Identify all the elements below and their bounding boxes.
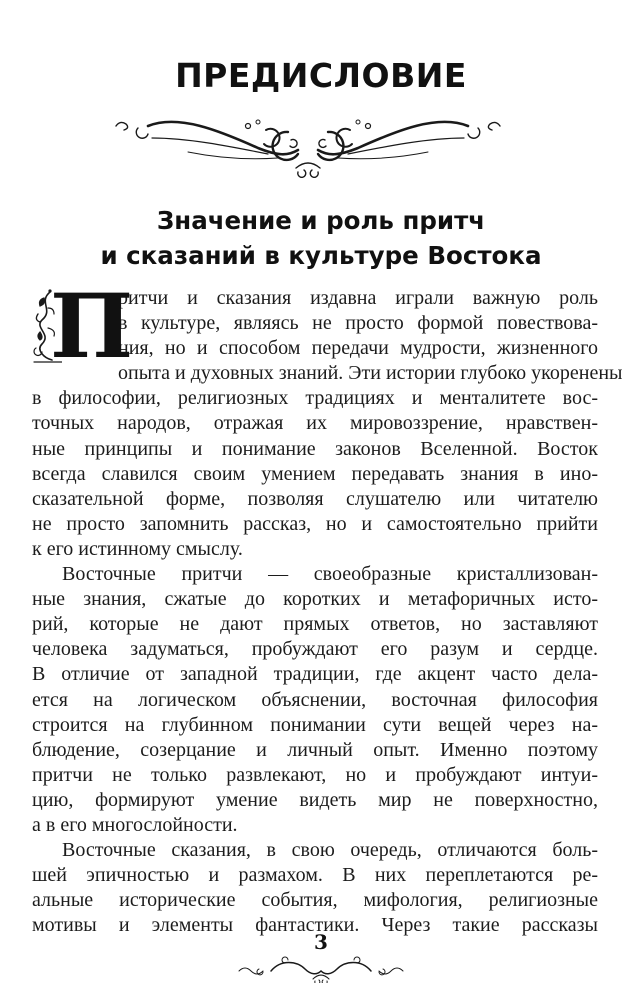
paragraph-2 — [32, 562, 598, 838]
paragraph-1 — [32, 274, 623, 562]
chapter-title: ПРЕДИСЛОВИЕ — [175, 56, 467, 95]
text-line: рий, которые не дают прямых ответов, но заставляют — [32, 613, 598, 636]
paragraph-3 — [32, 838, 598, 938]
page-number: 3 — [314, 930, 328, 954]
text-line: сказательной форме, позволяя слушателю или читателю — [32, 487, 598, 510]
text-line: всегда славился своим умением передавать знания в ино- — [32, 462, 598, 485]
text-line: альные исторические события, мифология, религиозные — [32, 889, 598, 912]
text-line: притчи не только развлекают, но и пробуждают интуи- — [32, 763, 598, 786]
text-line: не просто запомнить рассказ, но и самостоятельно прийти — [32, 512, 598, 535]
section-title-line-2: и сказаний в культуре Востока — [100, 241, 542, 270]
text-line: ритчи и сказания издавна играли важную роль — [118, 287, 598, 309]
text-line: ется на логическом объяснении, восточная философия — [32, 688, 598, 711]
text-line: ные знания, сжатые до коротких и метафоричных исто- — [32, 588, 598, 611]
text-line: В отличие от западной традиции, где акцент часто дела- — [32, 663, 598, 686]
body-text — [32, 274, 623, 938]
text-line: ния, но и способом передачи мудрости, жизненного — [118, 337, 598, 360]
text-line: в культуре, являясь не просто формой повествова- — [118, 312, 598, 335]
flourish-divider-icon — [108, 112, 508, 182]
text-line: цию, формируют умение видеть мир не поверхностно, — [32, 788, 598, 811]
section-title — [0, 203, 642, 273]
text-line: человека задуматься, пробуждают его разум и сердце. — [32, 638, 598, 661]
text-line: строится на глубинном понимании сути вещей через на- — [32, 713, 598, 736]
drop-cap-letter: П — [50, 274, 134, 378]
text-line: мотивы и элементы фантастики. Через такие рассказы — [32, 914, 598, 937]
text-line: опыта и духовных знаний. Эти истории глубоко укоренены — [118, 362, 623, 385]
text-line: а в его многослойности. — [32, 813, 238, 836]
text-line: точных народов, отражая их мировоззрение, нравствен- — [32, 412, 598, 435]
text-line: шей эпичностью и размахом. В них переплетаются ре- — [32, 864, 598, 887]
small-flourish-icon — [235, 955, 407, 983]
text-line: Восточные сказания, в свою очередь, отличаются боль- — [62, 839, 598, 862]
text-line: к его истинному смыслу. — [32, 537, 243, 560]
text-line: ные принципы и понимание законов Вселенной. Восток — [32, 437, 598, 460]
text-line: Восточные притчи — своеобразные кристаллизован- — [62, 563, 598, 586]
text-line: в философии, религиозных традициях и менталитете вос- — [32, 387, 598, 410]
text-line: блюдение, созерцание и личный опыт. Именно поэтому — [32, 738, 598, 761]
section-title-line-1: Значение и роль притч — [156, 206, 486, 235]
drop-cap — [32, 274, 134, 378]
